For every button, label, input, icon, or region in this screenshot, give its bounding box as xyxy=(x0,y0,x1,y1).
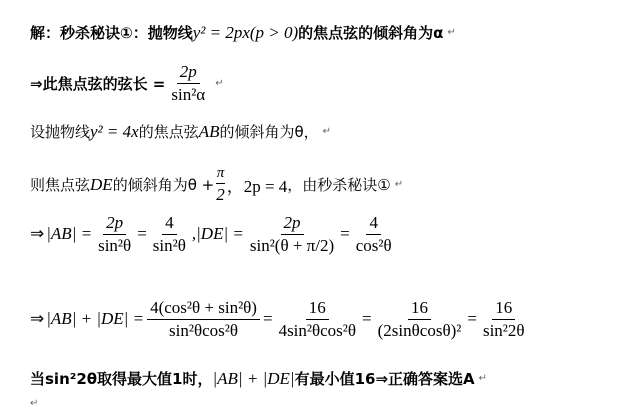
chord-length-line xyxy=(30,62,224,104)
chord-de-label: DE xyxy=(90,174,113,194)
paragraph-mark-icon: ↵ xyxy=(322,126,332,137)
de-fraction-1-den: sin²(θ + π/2) xyxy=(249,235,335,255)
sum-fraction-1 xyxy=(147,298,260,340)
setup-mid: 的焦点弦 xyxy=(138,123,199,141)
ab-fraction-1-den: sin²θ xyxy=(98,235,132,255)
equals-sign: = xyxy=(340,224,350,244)
de-angle-lead: 则焦点弦 xyxy=(30,176,91,195)
chord-length-lead: ⇒此焦点弦的弦长 = xyxy=(30,74,166,93)
paragraph-mark-icon: ↵ xyxy=(394,179,404,191)
lengths-line xyxy=(30,213,398,255)
de-fraction-2 xyxy=(353,213,395,255)
intro-tail: 的焦点弦的倾斜角为α xyxy=(298,24,444,42)
de-fraction-1-num: 2p xyxy=(281,213,304,235)
de-angle-tail: ，由秒杀秘诀① xyxy=(287,176,391,195)
chord-length-fraction xyxy=(168,62,208,104)
de-angle-line xyxy=(30,165,403,205)
sum-lead: |AB| + |DE| = xyxy=(46,309,145,329)
de-equals: ,|DE| = xyxy=(191,224,244,244)
two-p-equation: ，2p = 4 xyxy=(226,177,288,197)
chord-ab-label: AB xyxy=(198,121,220,141)
pi-over-two-fraction xyxy=(215,165,226,205)
de-angle-mid: 的倾斜角为θ + xyxy=(112,176,215,195)
sum-fraction-4-den: sin²2θ xyxy=(482,320,525,340)
sum-fraction-1-den: sin²θcos²θ xyxy=(169,320,239,340)
paragraph-mark-icon: ↵ xyxy=(30,398,39,409)
sum-fraction-3-den: (2sinθcosθ)² xyxy=(377,320,462,340)
setup-line xyxy=(30,121,331,142)
ab-fraction-2 xyxy=(150,213,189,255)
sum-fraction-2 xyxy=(276,298,359,340)
ab-fraction-1-num: 2p xyxy=(103,213,126,235)
setup-equation: y² = 4x xyxy=(90,121,139,141)
paragraph-mark-icon: ↵ xyxy=(478,373,488,384)
setup-lead: 设抛物线 xyxy=(30,123,91,141)
sum-fraction-2-num: 16 xyxy=(306,298,329,320)
chord-length-numerator: 2p xyxy=(177,62,200,84)
ab-equals: |AB| = xyxy=(46,224,93,244)
paragraph-mark-icon: ↵ xyxy=(215,77,224,89)
sum-fraction-4-num: 16 xyxy=(492,298,515,320)
implies-arrow-icon: ⇒ xyxy=(30,309,45,330)
sum-line: ⇒ |AB| + |DE| = $\frac{\text{4(cos²θ + sin²θ)}}{\text{sin²θcos²θ}}$ = $\frac{16}{\text{4sin²θcos²θ}}$ = $\frac{16}{\text{(2sinθcosθ)²}}$ = $\frac{16}{\text{sin²2θ}}$ xyxy=(30,298,531,340)
solution-intro-line xyxy=(30,22,456,43)
conclusion-line xyxy=(30,368,487,389)
sum-fraction-2-den: 4sin²θcos²θ xyxy=(278,320,357,340)
pi-numerator: π xyxy=(216,165,226,184)
paragraph-mark-icon: ↵ xyxy=(447,27,456,38)
ab-fraction-1 xyxy=(95,213,134,255)
ab-fraction-2-den: sin²θ xyxy=(152,235,186,255)
ab-fraction-2-num: 4 xyxy=(162,213,177,235)
sum-fraction-4 xyxy=(480,298,528,340)
chord-length-denominator: sin²α xyxy=(171,84,206,104)
de-fraction-2-den: cos²θ xyxy=(355,235,392,255)
sum-fraction-3-num: 16 xyxy=(408,298,431,320)
implies-arrow-icon: ⇒ xyxy=(30,224,45,245)
sum-fraction-3 xyxy=(375,298,465,340)
end-paragraph-line xyxy=(26,398,38,409)
de-fraction-1 xyxy=(247,213,337,255)
parabola-equation: y² = 2px(p > 0) xyxy=(192,22,299,42)
intro-lead: 解：秒杀秘诀①：抛物线 xyxy=(30,24,193,42)
conclusion-lead: 当sin²2θ取得最大值1时， xyxy=(30,370,213,388)
conclusion-tail: 有最小值16⇒正确答案选A xyxy=(294,370,475,388)
two-denominator: 2 xyxy=(216,185,225,205)
setup-tail: 的倾斜角为θ， xyxy=(219,123,319,141)
de-fraction-2-num: 4 xyxy=(366,213,381,235)
sum-fraction-1-num: 4(cos²θ + sin²θ) xyxy=(147,298,260,320)
equals-sign: = xyxy=(137,224,147,244)
conclusion-sum: |AB| + |DE| xyxy=(212,368,295,388)
